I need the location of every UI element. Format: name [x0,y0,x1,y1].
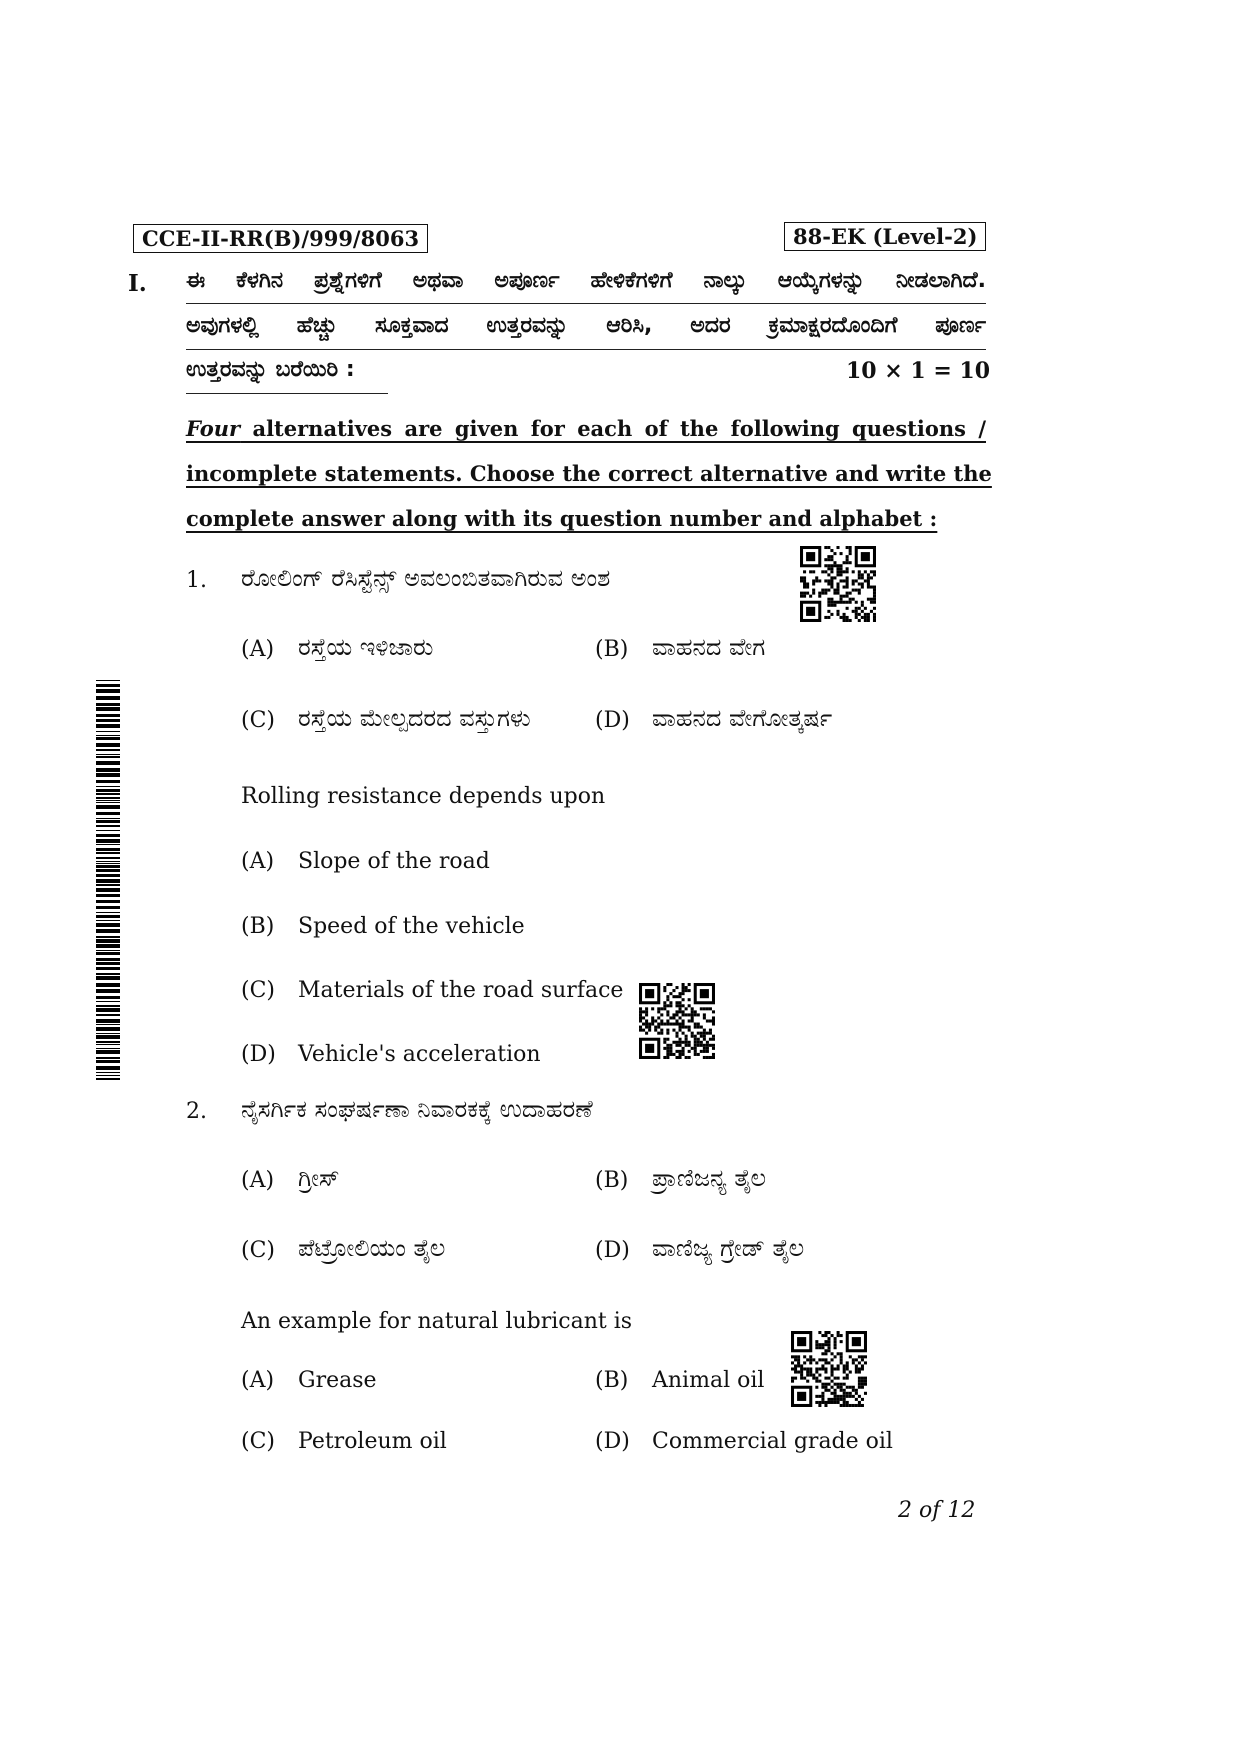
marks: 10 × 1 = 10 [846,358,991,384]
paper-code: CCE-II-RR(B)/999/8063 [133,224,428,253]
option-text: ವಾಹನದ ವೇಗೋತ್ಕರ್ಷ [652,704,833,732]
option-letter: (D) [595,1429,630,1454]
qr-code-icon [639,983,715,1059]
instruction-line-2: incomplete statements. Choose the correct alternative and write the [186,461,992,486]
instruction-line-1 [186,416,986,441]
option-text: Animal oil [652,1368,765,1393]
option-text: Vehicle's acceleration [298,1042,541,1067]
question-number: 1. [186,568,207,593]
option-text: ಪೆಟ್ರೋಲಿಯಂ ತೈಲ [298,1234,446,1262]
instruction-line-3: complete answer along with its question number and alphabet : [186,506,938,531]
option-letter: (C) [241,708,275,733]
option-text: Grease [298,1368,377,1393]
question-kannada-text: ನೈಸರ್ಗಿಕ ಸಂಘರ್ಷಣಾ ನಿವಾರಕಕ್ಕೆ ಉದಾಹರಣೆ [241,1095,593,1123]
option-letter: (D) [595,708,630,733]
option-letter: (C) [241,1429,275,1454]
subject-code: 88-EK (Level-2) [784,222,986,251]
barcode-icon [96,680,120,1080]
option-text: ಗ್ರೀಸ್ [298,1164,340,1192]
option-letter: (B) [595,1368,629,1393]
option-text: ರಸ್ತೆಯ ಮೇಲ್ಪದರದ ವಸ್ತುಗಳು [298,704,531,732]
page-number: 2 of 12 [898,1498,976,1523]
rule-line [186,303,986,304]
option-letter: (B) [595,637,629,662]
option-letter: (A) [241,1168,275,1193]
option-letter: (C) [241,978,275,1003]
question-english-text: Rolling resistance depends upon [241,784,606,809]
rule-line [186,393,388,394]
option-letter: (A) [241,1368,275,1393]
section-kannada-line-2: ಅವುಗಳಲ್ಲಿ ಹೆಚ್ಚು ಸೂಕ್ತವಾದ ಉತ್ತರವನ್ನು ಆರಿಸಿ, ಅದರ ಕ್ರಮಾಕ್ಷರದೊಂದಿಗೆ ಪೂರ್ಣ [186,313,986,338]
option-text: Commercial grade oil [652,1429,893,1454]
option-text: ವಾಹನದ ವೇಗ [652,633,766,661]
question-number: 2. [186,1099,207,1124]
qr-code-icon [800,546,876,622]
instruction-line-1-rest: alternatives are given for each of the following questions / [240,416,986,441]
section-number: I. [128,270,147,297]
instruction-emphasis: Four [186,416,241,441]
question-english-text: An example for natural lubricant is [241,1309,633,1334]
option-letter: (D) [595,1238,630,1263]
option-text: ರಸ್ತೆಯ ಇಳಿಜಾರು [298,633,434,661]
rule-line [186,349,986,350]
qr-code-icon [791,1331,867,1407]
option-text: ವಾಣಿಜ್ಯ ಗ್ರೇಡ್ ತೈಲ [652,1234,805,1262]
option-letter: (B) [595,1168,629,1193]
option-letter: (A) [241,849,275,874]
question-kannada-text: ರೋಲಿಂಗ್ ರೆಸಿಸ್ಟೆನ್ಸ್ ಅವಲಂಬಿತವಾಗಿರುವ ಅಂಶ [241,564,611,592]
option-text: ಪ್ರಾಣಿಜನ್ಯ ತೈಲ [652,1164,767,1192]
option-letter: (B) [241,914,275,939]
option-text: Slope of the road [298,849,490,874]
section-kannada-line-3: ಉತ್ತರವನ್ನು ಬರೆಯಿರಿ : [186,357,355,382]
option-text: Speed of the vehicle [298,914,525,939]
option-letter: (C) [241,1238,275,1263]
option-text: Materials of the road surface [298,978,624,1003]
option-text: Petroleum oil [298,1429,447,1454]
option-letter: (A) [241,637,275,662]
option-letter: (D) [241,1042,276,1067]
section-kannada-line-1: ಈ ಕೆಳಗಿನ ಪ್ರಶ್ನೆಗಳಿಗೆ ಅಥವಾ ಅಪೂರ್ಣ ಹೇಳಿಕೆಗಳಿಗೆ ನಾಲ್ಕು ಆಯ್ಕೆಗಳನ್ನು ನೀಡಲಾಗಿದೆ. [186,268,986,293]
